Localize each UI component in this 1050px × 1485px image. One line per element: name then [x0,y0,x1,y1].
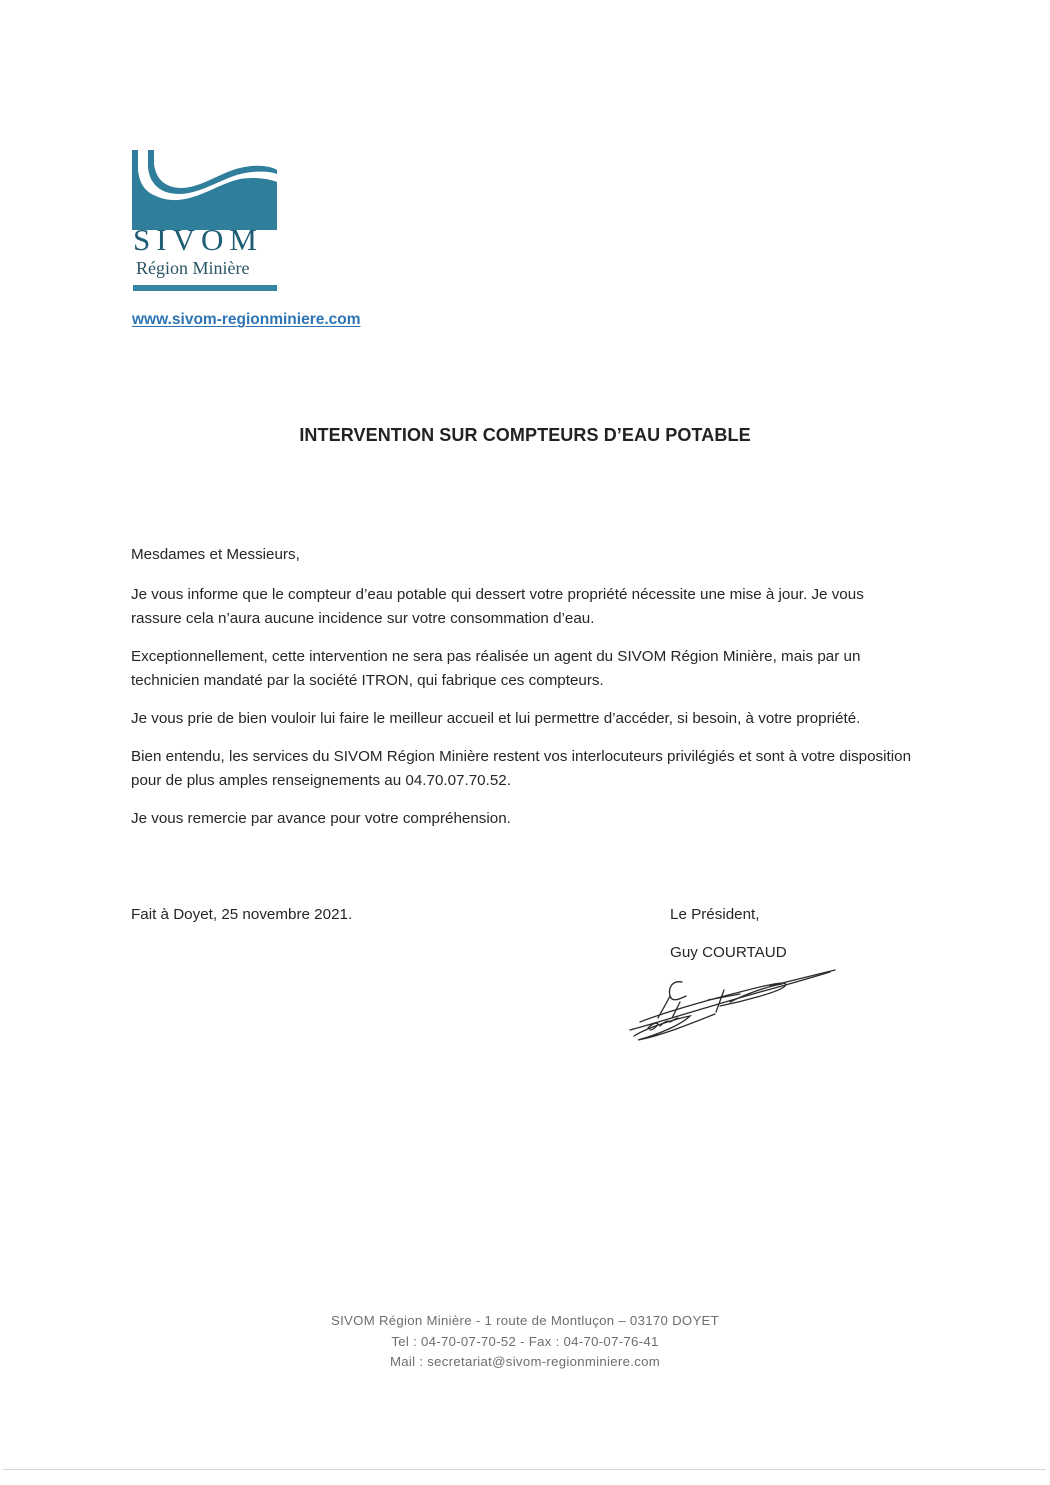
logo-underline-bar [133,285,277,291]
place-and-date: Fait à Doyet, 25 novembre 2021. [131,906,353,923]
paragraph: Je vous remercie par avance pour votre compréhension. [131,810,511,827]
document-title: INTERVENTION SUR COMPTEURS D’EAU POTABLE [299,425,751,445]
footer-mail: Mail : secretariat@sivom-regionminiere.com [389,1354,661,1369]
paragraph: Exceptionnellement, cette intervention ne sera pas réalisée un agent du SIVOM Région Minière, mais par un technicien mandaté par la société ITRON, qui fabrique ces compteurs. [131,648,861,689]
paragraph: Je vous prie de bien vouloir lui faire le meilleur accueil et lui permettre d’accéder, si besoin, à votre propriété. [131,710,861,727]
paragraph: Bien entendu, les services du SIVOM Région Minière restent vos interlocuteurs privilégiés et sont à votre disposition pour de plus amples renseignements au 04.70.07.70.52. [131,748,912,789]
footer-address: SIVOM Région Minière - 1 route de Montluçon – 03170 DOYET [331,1313,719,1328]
salutation: Mesdames et Messieurs, [131,546,300,563]
letter-footer [0,1311,1050,1373]
handwritten-signature-icon [620,962,840,1052]
logo-subtitle: Région Minière [136,258,250,278]
signatory-role: Le Président, [670,906,760,923]
scan-edge-line [3,1469,1046,1470]
footer-phones: Tel : 04-70-07-70-52 - Fax : 04-70-07-76-41 [391,1333,659,1349]
paragraph: Je vous informe que le compteur d’eau potable qui dessert votre propriété nécessite une mise à jour. Je vous rassure cela n’aura aucune incidence sur votre consommation d’eau. [131,586,864,627]
signatory-name: Guy COURTAUD [670,944,787,961]
website-link[interactable]: www.sivom-regionminiere.com [132,311,361,328]
logo-title: SIVOM [133,222,263,257]
letter-body [131,543,911,845]
